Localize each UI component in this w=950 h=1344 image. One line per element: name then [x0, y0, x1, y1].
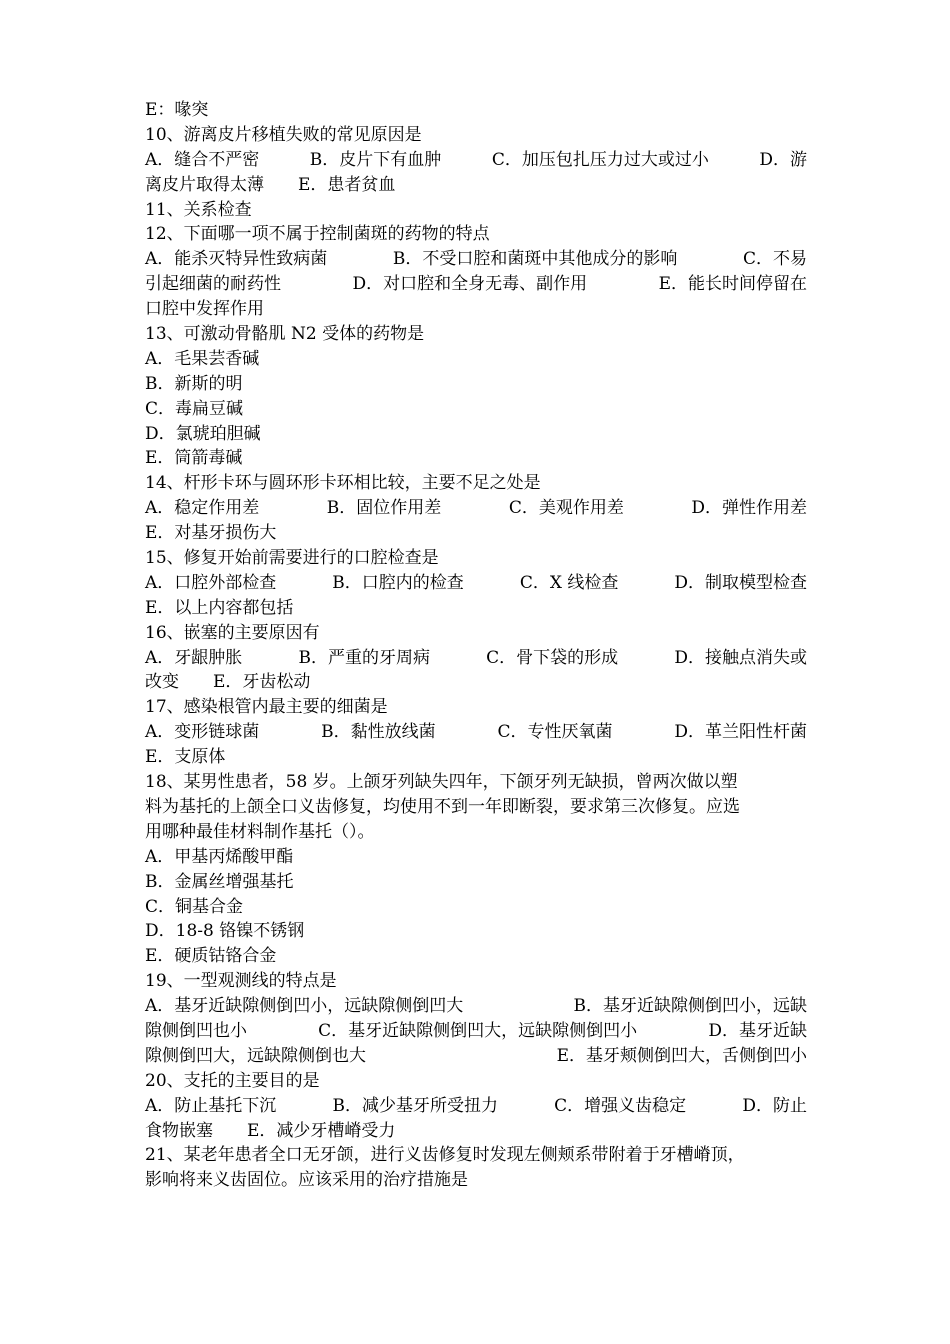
option-segment: B．黏性放线菌: [321, 722, 436, 743]
text-line: C．毒扁豆碱: [145, 398, 244, 419]
text-line: [145, 1019, 807, 1044]
text-line: E．筒箭毒碱: [145, 448, 243, 469]
text-line: 料为基托的上颌全口义齿修复，均使用不到一年即断裂，要求第三次修复。应选: [145, 796, 740, 817]
text-line: E．以上内容都包括: [145, 597, 294, 618]
option-segment: C．基牙近缺隙侧倒凹大，远缺隙侧倒凹小: [318, 1020, 638, 1041]
text-line: A．甲基丙烯酸甲酯: [145, 846, 294, 867]
option-segment: B．口腔内的检查: [332, 572, 464, 593]
option-segment: A．能杀灭特异性致病菌: [145, 249, 328, 270]
option-segment: B．固位作用差: [326, 498, 442, 519]
text-line: 10、游离皮片移植失败的常见原因是: [145, 124, 422, 145]
text-line: 16、嵌塞的主要原因有: [145, 622, 320, 643]
text-line: [145, 571, 807, 596]
text-line: [145, 720, 807, 745]
text-line: [145, 1094, 807, 1119]
text-line: [145, 247, 807, 272]
option-segment: C．专性厌氧菌: [497, 722, 613, 743]
option-segment: D．弹性作用差: [691, 498, 807, 519]
text-line: D．氯琥珀胆碱: [145, 423, 261, 444]
text-line: [145, 272, 807, 297]
option-segment: A．变形链球菌: [145, 722, 260, 743]
text-line: 19、一型观测线的特点是: [145, 971, 337, 992]
option-segment: 隙侧倒凹也小: [145, 1020, 247, 1041]
text-line: E．支原体: [145, 747, 226, 768]
text-line: [145, 1044, 807, 1069]
option-segment: A．基牙近缺隙侧倒凹小，远缺隙侧倒凹大: [145, 996, 464, 1017]
option-segment: B．严重的牙周病: [298, 647, 430, 668]
text-line: 18、某男性患者，58 岁。上颌牙列缺失四年，下颌牙列无缺损，曾两次做以塑: [145, 772, 738, 793]
option-segment: D．基牙近缺: [708, 1020, 807, 1041]
option-segment: C．骨下袋的形成: [486, 647, 619, 668]
option-segment: 引起细菌的耐药性: [145, 274, 281, 295]
option-segment: C．加压包扎压力过大或过小: [491, 149, 709, 170]
option-segment: A．缝合不严密: [145, 149, 260, 170]
text-line: B．金属丝增强基托: [145, 871, 294, 892]
option-segment: A．口腔外部检查: [145, 572, 277, 593]
option-segment: D．防止: [742, 1095, 807, 1116]
text-line: 17、感染根管内最主要的细菌是: [145, 697, 388, 718]
option-segment: E．能长时间停留在: [658, 274, 807, 295]
text-line: E：喙突: [145, 100, 209, 120]
text-line: 15、修复开始前需要进行的口腔检查是: [145, 548, 439, 569]
option-segment: 隙侧倒凹大，远缺隙侧倒也大: [145, 1045, 366, 1066]
text-line: B．新斯的明: [145, 373, 243, 394]
text-line: 离皮片取得太薄 E．患者贫血: [145, 174, 396, 195]
option-segment: A．稳定作用差: [145, 498, 260, 519]
text-line: D．18-8 铬镍不锈钢: [145, 921, 305, 942]
text-line: 14、杆形卡环与圆环形卡环相比较，主要不足之处是: [145, 473, 541, 494]
option-segment: D．对口腔和全身无毒、副作用: [352, 274, 588, 295]
option-segment: D．革兰阳性杆菌: [674, 722, 807, 743]
text-line: E．对基牙损伤大: [145, 523, 277, 544]
text-line: A．毛果芸香碱: [145, 348, 260, 369]
option-segment: D．游: [759, 149, 807, 170]
option-segment: D．制取模型检查: [674, 572, 807, 593]
document-body: [145, 98, 807, 1193]
text-line: 改变 E．牙齿松动: [145, 672, 311, 693]
text-line: [145, 994, 807, 1019]
option-segment: B．基牙近缺隙侧倒凹小，远缺: [573, 996, 807, 1017]
text-line: 食物嵌塞 E．减少牙槽嵴受力: [145, 1120, 396, 1141]
text-line: [145, 646, 807, 671]
text-line: [145, 148, 807, 173]
text-line: 影响将来义齿固位。应该采用的治疗措施是: [145, 1170, 468, 1191]
text-line: [145, 496, 807, 521]
text-line: 11、关系检查: [145, 199, 252, 220]
option-segment: B．减少基牙所受扭力: [332, 1095, 498, 1116]
text-line: 21、某老年患者全口无牙颌，进行义齿修复时发现左侧颊系带附着于牙槽嵴顶，: [145, 1145, 745, 1166]
option-segment: C．美观作用差: [508, 498, 624, 519]
text-line: C．铜基合金: [145, 896, 244, 917]
text-line: 口腔中发挥作用: [145, 299, 264, 320]
option-segment: E．基牙颊侧倒凹大，舌侧倒凹小: [556, 1045, 807, 1066]
text-line: E．硬质钴铬合金: [145, 946, 277, 967]
option-segment: B．皮片下有血肿: [309, 149, 442, 170]
text-line: 12、下面哪一项不属于控制菌斑的药物的特点: [145, 224, 490, 245]
option-segment: C．X 线检查: [519, 572, 619, 593]
text-line: 20、支托的主要目的是: [145, 1070, 320, 1091]
option-segment: D．接触点消失或: [674, 647, 807, 668]
option-segment: A．防止基托下沉: [145, 1095, 277, 1116]
option-segment: C．增强义齿稳定: [554, 1095, 687, 1116]
option-segment: B．不受口腔和菌斑中其他成分的影响: [392, 249, 678, 270]
text-line: 13、可激动骨骼肌 N2 受体的药物是: [145, 324, 425, 345]
text-line: 用哪种最佳材料制作基托（）。: [145, 821, 375, 842]
option-segment: A．牙龈肿胀: [145, 647, 243, 668]
option-segment: C．不易: [742, 249, 807, 270]
